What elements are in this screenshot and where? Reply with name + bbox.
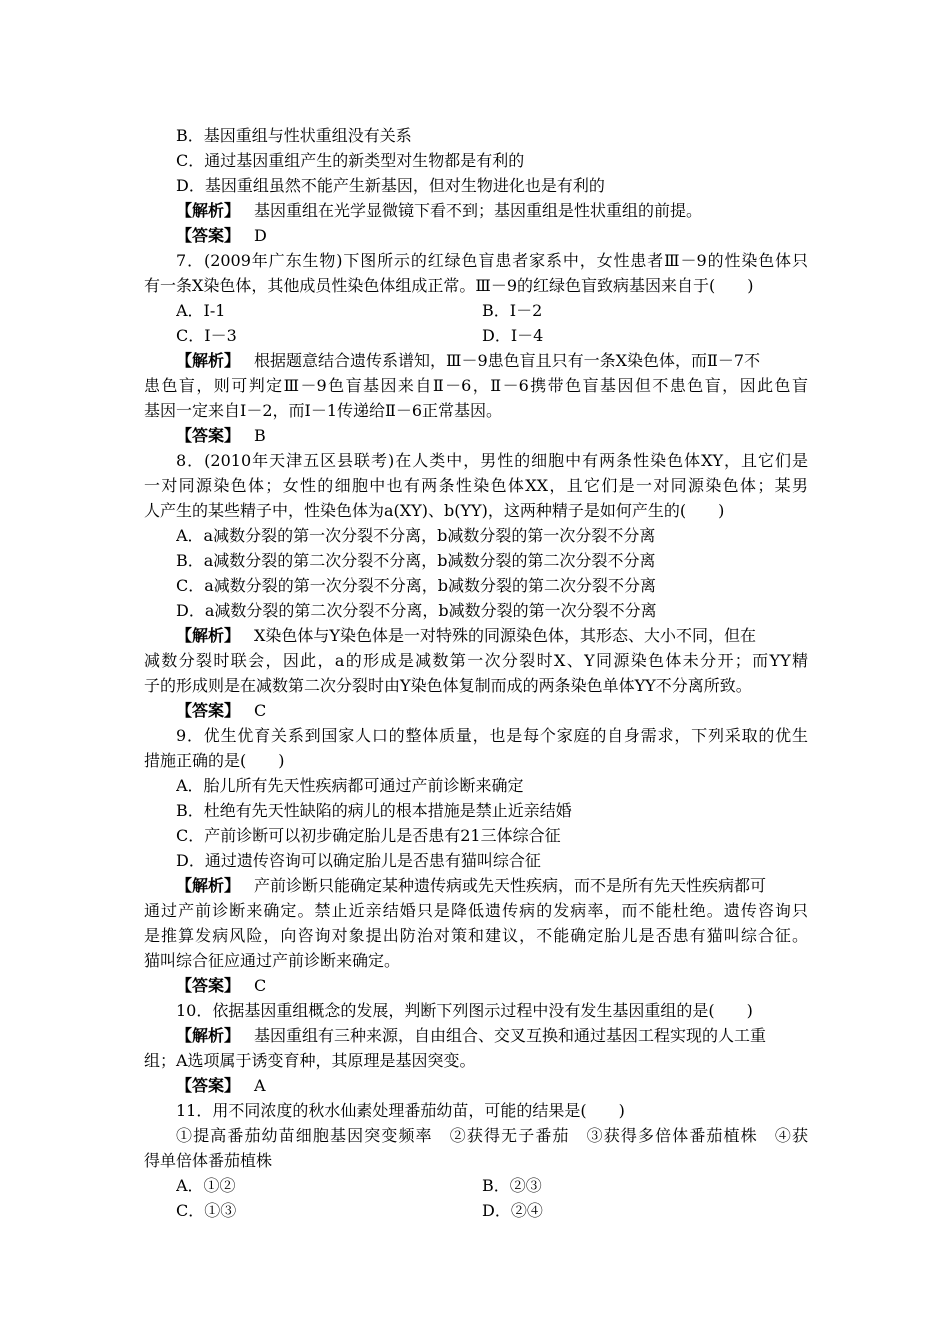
answer-value: D xyxy=(254,226,267,245)
answer-value: B xyxy=(254,426,266,445)
q7-analysis-line2: 患色盲，则可判定Ⅲ－9色盲基因来自Ⅱ－6，Ⅱ－6携带色盲基因但不患色盲，因此色盲 xyxy=(144,376,808,395)
q7-stem-line2: 有一条X染色体，其他成员性染色体组成正常。Ⅲ－9的红绿色盲致病基因来自于( ) xyxy=(144,276,754,295)
q7-option-c: C．Ⅰ－3 xyxy=(176,326,237,345)
analysis-text: 基因重组有三种来源，自由组合、交叉互换和通过基因工程实现的人工重 xyxy=(254,1026,767,1045)
q8-stem-line3: 人产生的某些精子中，性染色体为a(XY)、b(YY)，这两种精子是如何产生的( ) xyxy=(144,501,725,520)
q7-answer xyxy=(176,424,808,448)
answer-label: 【答案】 xyxy=(176,701,241,720)
q10-analysis-line1 xyxy=(176,1024,808,1048)
q7-option-a: A．Ⅰ-1 xyxy=(176,301,226,320)
q7-stem-line1: 7．(2009年广东生物)下图所示的红绿色盲患者家系中，女性患者Ⅲ－9的性染色体只 xyxy=(176,251,808,270)
q8-option-b: B．a减数分裂的第二次分裂不分离，b减数分裂的第二次分裂不分离 xyxy=(176,551,656,570)
answer-label: 【答案】 xyxy=(176,976,241,995)
answer-label: 【答案】 xyxy=(176,426,241,445)
q7-analysis-line1 xyxy=(176,349,808,373)
q11-option-c: C．①③ xyxy=(176,1201,237,1220)
q9-option-b: B．杜绝有先天性缺陷的病儿的根本措施是禁止近亲结婚 xyxy=(176,801,572,820)
answer-value: A xyxy=(254,1076,266,1095)
q8-stem-line1: 8．(2010年天津五区县联考)在人类中，男性的细胞中有两条性染色体XY，且它们是 xyxy=(176,451,808,470)
analysis-text: 产前诊断只能确定某种遗传病或先天性疾病，而不是所有先天性疾病都可 xyxy=(254,876,767,895)
answer-value: C xyxy=(254,976,267,995)
q7-analysis-line3: 基因一定来自Ⅰ－2，而Ⅰ－1传递给Ⅱ－6正常基因。 xyxy=(144,401,503,420)
q11-stem: 11．用不同浓度的秋水仙素处理番茄幼苗，可能的结果是( ) xyxy=(176,1101,625,1120)
q7-option-b: B．Ⅰ－2 xyxy=(482,301,543,320)
q9-option-c: C．产前诊断可以初步确定胎儿是否患有21三体综合征 xyxy=(176,826,561,845)
q9-option-a: A．胎儿所有先天性疾病都可通过产前诊断来确定 xyxy=(176,776,524,795)
q8-analysis-line2: 减数分裂时联会，因此，a的形成是减数第一次分裂时X、Y同源染色体未分开；而YY精 xyxy=(144,651,808,670)
q8-answer xyxy=(176,699,808,723)
q10-answer xyxy=(176,1074,808,1098)
analysis-text: 基因重组在光学显微镜下看不到；基因重组是性状重组的前提。 xyxy=(254,201,703,220)
q6-answer xyxy=(176,224,808,248)
q11-option-a: A．①② xyxy=(176,1176,236,1195)
q9-analysis-line2: 通过产前诊断来确定。禁止近亲结婚只是降低遗传病的发病率，而不能杜绝。遗传咨询只 xyxy=(144,901,808,920)
q8-analysis-line1 xyxy=(176,624,808,648)
analysis-label: 【解析】 xyxy=(176,1026,241,1045)
q6-option-c: C．通过基因重组产生的新类型对生物都是有利的 xyxy=(176,151,525,170)
q8-option-c: C．a减数分裂的第一次分裂不分离，b减数分裂的第二次分裂不分离 xyxy=(176,576,657,595)
q9-answer xyxy=(176,974,808,998)
q9-analysis-line4: 猫叫综合征应通过产前诊断来确定。 xyxy=(144,951,401,970)
q7-option-d: D．Ⅰ－4 xyxy=(482,326,544,345)
q11-items-line1: ①提高番茄幼苗细胞基因突变频率 ②获得无子番茄 ③获得多倍体番茄植株 ④获 xyxy=(176,1126,808,1145)
q6-analysis xyxy=(176,199,808,223)
analysis-label: 【解析】 xyxy=(176,201,241,220)
q9-analysis-line1 xyxy=(176,874,808,898)
q11-option-d: D．②④ xyxy=(482,1201,543,1220)
q9-stem-line1: 9．优生优育关系到国家人口的整体质量，也是每个家庭的自身需求，下列采取的优生 xyxy=(176,726,808,745)
analysis-label: 【解析】 xyxy=(176,351,241,370)
analysis-text: X染色体与Y染色体是一对特殊的同源染色体，其形态、大小不同，但在 xyxy=(254,626,756,645)
q6-option-b: B．基因重组与性状重组没有关系 xyxy=(176,126,412,145)
answer-label: 【答案】 xyxy=(176,1076,241,1095)
q10-stem: 10．依据基因重组概念的发展，判断下列图示过程中没有发生基因重组的是( ) xyxy=(176,1001,753,1020)
q9-analysis-line3: 是推算发病风险，向咨询对象提出防治对策和建议，不能确定胎儿是否患有猫叫综合征。 xyxy=(144,926,808,945)
q8-option-a: A．a减数分裂的第一次分裂不分离，b减数分裂的第一次分裂不分离 xyxy=(176,526,656,545)
q10-analysis-line2: 组；A选项属于诱变育种，其原理是基因突变。 xyxy=(144,1051,476,1070)
analysis-text: 根据题意结合遗传系谱知，Ⅲ－9患色盲且只有一条X染色体，而Ⅱ－7不 xyxy=(254,351,761,370)
q6-option-d: D．基因重组虽然不能产生新基因，但对生物进化也是有利的 xyxy=(176,176,605,195)
analysis-label: 【解析】 xyxy=(176,876,241,895)
q9-option-d: D．通过遗传咨询可以确定胎儿是否患有猫叫综合征 xyxy=(176,851,541,870)
answer-value: C xyxy=(254,701,267,720)
q11-option-b: B．②③ xyxy=(482,1176,542,1195)
q8-stem-line2: 一对同源染色体；女性的细胞中也有两条性染色体XX，且它们是一对同源染色体；某男 xyxy=(144,476,808,495)
q8-analysis-line3: 子的形成则是在减数第二次分裂时由Y染色体复制而成的两条染色单体YY不分离所致。 xyxy=(144,676,752,695)
q11-items-line2: 得单倍体番茄植株 xyxy=(144,1151,273,1170)
q9-stem-line2: 措施正确的是( ) xyxy=(144,751,285,770)
analysis-label: 【解析】 xyxy=(176,626,241,645)
q8-option-d: D．a减数分裂的第二次分裂不分离，b减数分裂的第一次分裂不分离 xyxy=(176,601,657,620)
answer-label: 【答案】 xyxy=(176,226,241,245)
